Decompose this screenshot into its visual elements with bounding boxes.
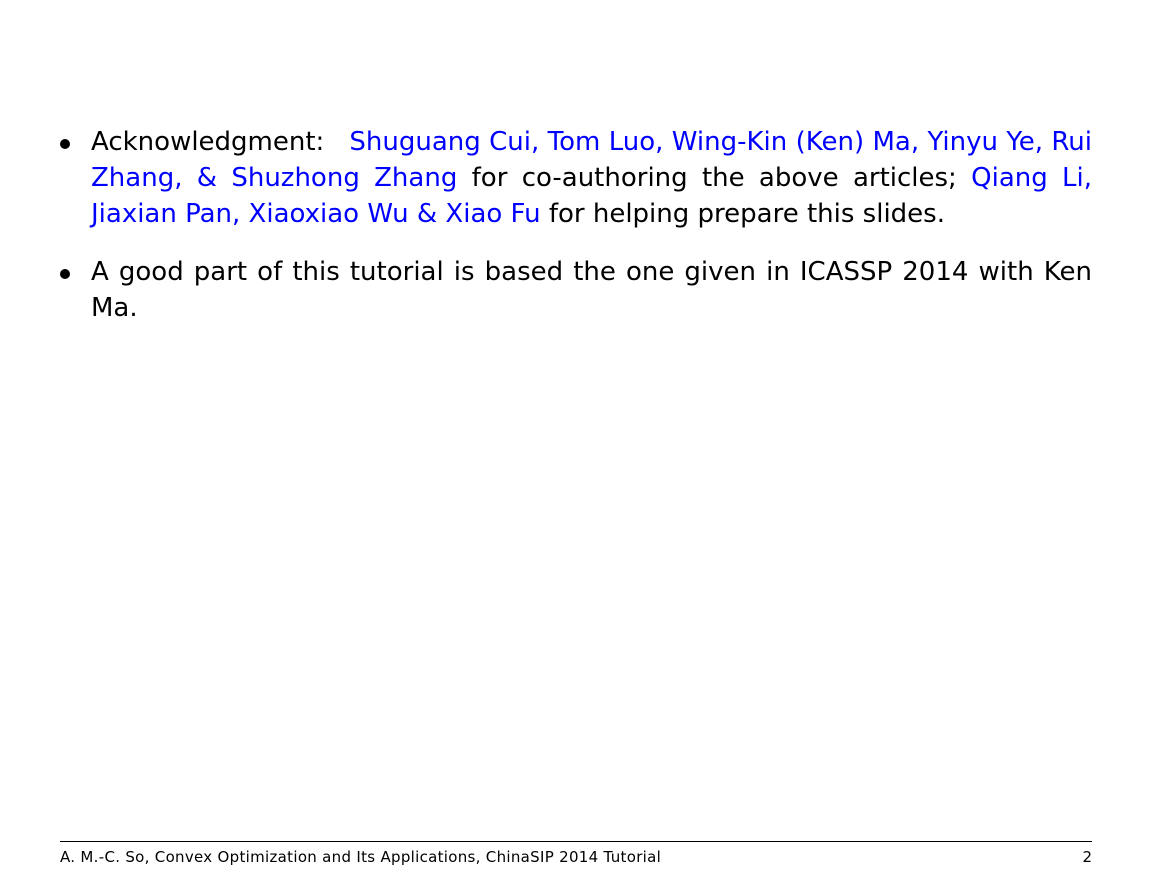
acknowledgment-label: Acknowledgment: [91,127,325,157]
bullet-dot-icon [60,139,70,149]
coauthor-text: for co-authoring the above articles; [471,163,957,193]
acknowledgment-bullet [60,124,1092,232]
slide-body [60,124,1092,348]
coauthor-names: Shuguang Cui, Tom Luo, Wing-Kin (Ken) Ma, Yinyu Ye, Rui Zhang, & Shuzhong Zhang [91,127,1092,193]
tutorial-bullet [60,254,1092,326]
footer-citation: A. M.-C. So, Convex Optimization and Its Applications, ChinaSIP 2014 Tutorial [60,848,662,866]
bullet-dot-icon [60,269,70,279]
footer-divider [60,841,1092,842]
page-number: 2 [1082,848,1092,866]
helper-text: for helping prepare this slides. [548,199,945,229]
bullet-list [60,124,1092,326]
tutorial-text: A good part of this tutorial is based the one given in ICASSP 2014 with Ken Ma. [91,257,1092,323]
helper-names: Qiang Li, Jiaxian Pan, Xiaoxiao Wu & Xiao Fu [91,163,1093,229]
